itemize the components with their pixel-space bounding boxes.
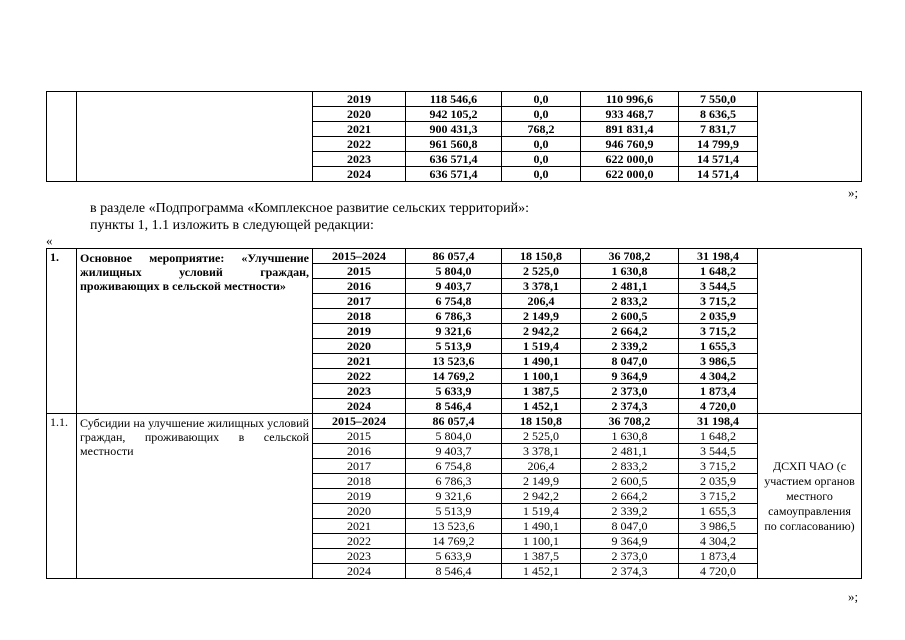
local-budget-cell: 3 986,5 — [679, 354, 758, 369]
federal-budget-cell: 2 942,2 — [502, 324, 581, 339]
federal-budget-cell: 1 490,1 — [502, 354, 581, 369]
total-cell: 8 546,4 — [406, 564, 502, 579]
year-cell: 2020 — [313, 504, 406, 519]
federal-budget-cell: 18 150,8 — [502, 414, 581, 429]
year-cell: 2016 — [313, 279, 406, 294]
year-cell: 2024 — [313, 167, 406, 182]
total-cell: 9 321,6 — [406, 489, 502, 504]
year-cell: 2016 — [313, 444, 406, 459]
local-budget-cell: 7 550,0 — [679, 92, 758, 107]
federal-budget-cell: 0,0 — [502, 107, 581, 122]
budget-table-subprogram — [46, 248, 862, 579]
instruction-paragraph: в разделе «Подпрограмма «Комплексное развитие сельских территорий»: — [90, 201, 530, 216]
okrug-budget-cell: 933 468,7 — [581, 107, 679, 122]
local-budget-cell: 1 648,2 — [679, 429, 758, 444]
local-budget-cell: 14 571,4 — [679, 167, 758, 182]
okrug-budget-cell: 1 630,8 — [581, 264, 679, 279]
local-budget-cell: 1 873,4 — [679, 384, 758, 399]
local-budget-cell: 1 655,3 — [679, 504, 758, 519]
year-cell: 2018 — [313, 309, 406, 324]
okrug-budget-cell: 36 708,2 — [581, 249, 679, 264]
federal-budget-cell: 0,0 — [502, 92, 581, 107]
federal-budget-cell: 1 100,1 — [502, 369, 581, 384]
okrug-budget-cell: 2 481,1 — [581, 444, 679, 459]
year-cell: 2019 — [313, 489, 406, 504]
year-cell: 2017 — [313, 294, 406, 309]
section-index: 1.1. — [47, 414, 77, 579]
description-cell — [77, 92, 313, 182]
total-cell: 5 633,9 — [406, 384, 502, 399]
local-budget-cell: 3 715,2 — [679, 324, 758, 339]
federal-budget-cell: 3 378,1 — [502, 279, 581, 294]
okrug-budget-cell: 2 481,1 — [581, 279, 679, 294]
total-cell: 86 057,4 — [406, 249, 502, 264]
year-cell: 2021 — [313, 519, 406, 534]
section-description: Субсидии на улучшение жилищных условий граждан, проживающих в сельской местности — [77, 414, 313, 579]
total-cell: 5 804,0 — [406, 429, 502, 444]
year-cell: 2023 — [313, 549, 406, 564]
total-cell: 9 403,7 — [406, 444, 502, 459]
total-cell: 13 523,6 — [406, 519, 502, 534]
year-cell: 2022 — [313, 369, 406, 384]
okrug-budget-cell: 2 373,0 — [581, 549, 679, 564]
federal-budget-cell: 2 525,0 — [502, 429, 581, 444]
budget-table-continuation — [46, 91, 862, 182]
section-index: 1. — [47, 249, 77, 414]
okrug-budget-cell: 2 664,2 — [581, 324, 679, 339]
local-budget-cell: 14 799,9 — [679, 137, 758, 152]
year-cell: 2023 — [313, 152, 406, 167]
year-cell: 2017 — [313, 459, 406, 474]
table-row — [47, 249, 862, 264]
year-cell: 2019 — [313, 324, 406, 339]
federal-budget-cell: 18 150,8 — [502, 249, 581, 264]
federal-budget-cell: 3 378,1 — [502, 444, 581, 459]
year-cell: 2015 — [313, 264, 406, 279]
local-budget-cell: 3 715,2 — [679, 294, 758, 309]
okrug-budget-cell: 9 364,9 — [581, 534, 679, 549]
local-budget-cell: 4 304,2 — [679, 534, 758, 549]
local-budget-cell: 4 720,0 — [679, 564, 758, 579]
okrug-budget-cell: 2 374,3 — [581, 564, 679, 579]
okrug-budget-cell: 2 600,5 — [581, 474, 679, 489]
federal-budget-cell: 1 387,5 — [502, 384, 581, 399]
okrug-budget-cell: 8 047,0 — [581, 354, 679, 369]
total-cell: 13 523,6 — [406, 354, 502, 369]
total-cell: 6 786,3 — [406, 474, 502, 489]
federal-budget-cell: 1 452,1 — [502, 564, 581, 579]
okrug-budget-cell: 2 600,5 — [581, 309, 679, 324]
federal-budget-cell: 206,4 — [502, 459, 581, 474]
federal-budget-cell: 206,4 — [502, 294, 581, 309]
federal-budget-cell: 0,0 — [502, 167, 581, 182]
okrug-budget-cell: 891 831,4 — [581, 122, 679, 137]
local-budget-cell: 2 035,9 — [679, 309, 758, 324]
okrug-budget-cell: 110 996,6 — [581, 92, 679, 107]
okrug-budget-cell: 2 664,2 — [581, 489, 679, 504]
federal-budget-cell: 2 525,0 — [502, 264, 581, 279]
okrug-budget-cell: 8 047,0 — [581, 519, 679, 534]
okrug-budget-cell: 9 364,9 — [581, 369, 679, 384]
total-cell: 961 560,8 — [406, 137, 502, 152]
local-budget-cell: 14 571,4 — [679, 152, 758, 167]
local-budget-cell: 1 648,2 — [679, 264, 758, 279]
total-cell: 5 513,9 — [406, 504, 502, 519]
local-budget-cell: 3 544,5 — [679, 279, 758, 294]
total-cell: 942 105,2 — [406, 107, 502, 122]
local-budget-cell: 1 655,3 — [679, 339, 758, 354]
total-cell: 5 513,9 — [406, 339, 502, 354]
total-cell: 8 546,4 — [406, 399, 502, 414]
federal-budget-cell: 1 519,4 — [502, 504, 581, 519]
federal-budget-cell: 1 100,1 — [502, 534, 581, 549]
executor-cell — [758, 249, 862, 414]
year-cell: 2015–2024 — [313, 249, 406, 264]
year-cell: 2018 — [313, 474, 406, 489]
local-budget-cell: 4 304,2 — [679, 369, 758, 384]
executor-cell — [758, 92, 862, 182]
local-budget-cell: 7 831,7 — [679, 122, 758, 137]
federal-budget-cell: 1 490,1 — [502, 519, 581, 534]
okrug-budget-cell: 36 708,2 — [581, 414, 679, 429]
total-cell: 5 804,0 — [406, 264, 502, 279]
year-cell: 2024 — [313, 399, 406, 414]
okrug-budget-cell: 2 339,2 — [581, 339, 679, 354]
table-row — [47, 92, 862, 107]
instruction-paragraph: пункты 1, 1.1 изложить в следующей редакции: — [90, 218, 374, 233]
federal-budget-cell: 768,2 — [502, 122, 581, 137]
total-cell: 5 633,9 — [406, 549, 502, 564]
okrug-budget-cell: 2 833,2 — [581, 459, 679, 474]
federal-budget-cell: 1 519,4 — [502, 339, 581, 354]
year-cell: 2019 — [313, 92, 406, 107]
total-cell: 14 769,2 — [406, 369, 502, 384]
year-cell: 2015–2024 — [313, 414, 406, 429]
year-cell: 2023 — [313, 384, 406, 399]
local-budget-cell: 31 198,4 — [679, 414, 758, 429]
okrug-budget-cell: 1 630,8 — [581, 429, 679, 444]
executor-cell: ДСХП ЧАО (с участием органов местного самоуправления по согласованию) — [758, 414, 862, 579]
local-budget-cell: 3 715,2 — [679, 459, 758, 474]
total-cell: 14 769,2 — [406, 534, 502, 549]
year-cell: 2015 — [313, 429, 406, 444]
total-cell: 6 754,8 — [406, 294, 502, 309]
okrug-budget-cell: 622 000,0 — [581, 152, 679, 167]
total-cell: 636 571,4 — [406, 167, 502, 182]
local-budget-cell: 31 198,4 — [679, 249, 758, 264]
total-cell: 636 571,4 — [406, 152, 502, 167]
local-budget-cell: 4 720,0 — [679, 399, 758, 414]
local-budget-cell: 3 715,2 — [679, 489, 758, 504]
local-budget-cell: 3 986,5 — [679, 519, 758, 534]
local-budget-cell: 2 035,9 — [679, 474, 758, 489]
table-row — [47, 414, 862, 429]
okrug-budget-cell: 2 833,2 — [581, 294, 679, 309]
total-cell: 86 057,4 — [406, 414, 502, 429]
year-cell: 2020 — [313, 107, 406, 122]
federal-budget-cell: 2 942,2 — [502, 489, 581, 504]
okrug-budget-cell: 622 000,0 — [581, 167, 679, 182]
federal-budget-cell: 0,0 — [502, 152, 581, 167]
total-cell: 9 403,7 — [406, 279, 502, 294]
closing-quote: »; — [848, 589, 859, 604]
local-budget-cell: 1 873,4 — [679, 549, 758, 564]
total-cell: 900 431,3 — [406, 122, 502, 137]
okrug-budget-cell: 2 339,2 — [581, 504, 679, 519]
index-cell — [47, 92, 77, 182]
year-cell: 2022 — [313, 534, 406, 549]
section-description: Основное мероприятие: «Улучшение жилищных условий граждан, проживающих в сельской местности» — [77, 249, 313, 414]
federal-budget-cell: 2 149,9 — [502, 474, 581, 489]
federal-budget-cell: 0,0 — [502, 137, 581, 152]
federal-budget-cell: 1 452,1 — [502, 399, 581, 414]
total-cell: 9 321,6 — [406, 324, 502, 339]
okrug-budget-cell: 946 760,9 — [581, 137, 679, 152]
total-cell: 6 754,8 — [406, 459, 502, 474]
opening-quote: « — [46, 233, 53, 248]
year-cell: 2021 — [313, 122, 406, 137]
okrug-budget-cell: 2 374,3 — [581, 399, 679, 414]
local-budget-cell: 3 544,5 — [679, 444, 758, 459]
year-cell: 2022 — [313, 137, 406, 152]
year-cell: 2024 — [313, 564, 406, 579]
closing-quote: »; — [848, 185, 859, 200]
okrug-budget-cell: 2 373,0 — [581, 384, 679, 399]
total-cell: 6 786,3 — [406, 309, 502, 324]
local-budget-cell: 8 636,5 — [679, 107, 758, 122]
federal-budget-cell: 2 149,9 — [502, 309, 581, 324]
total-cell: 118 546,6 — [406, 92, 502, 107]
year-cell: 2021 — [313, 354, 406, 369]
year-cell: 2020 — [313, 339, 406, 354]
federal-budget-cell: 1 387,5 — [502, 549, 581, 564]
